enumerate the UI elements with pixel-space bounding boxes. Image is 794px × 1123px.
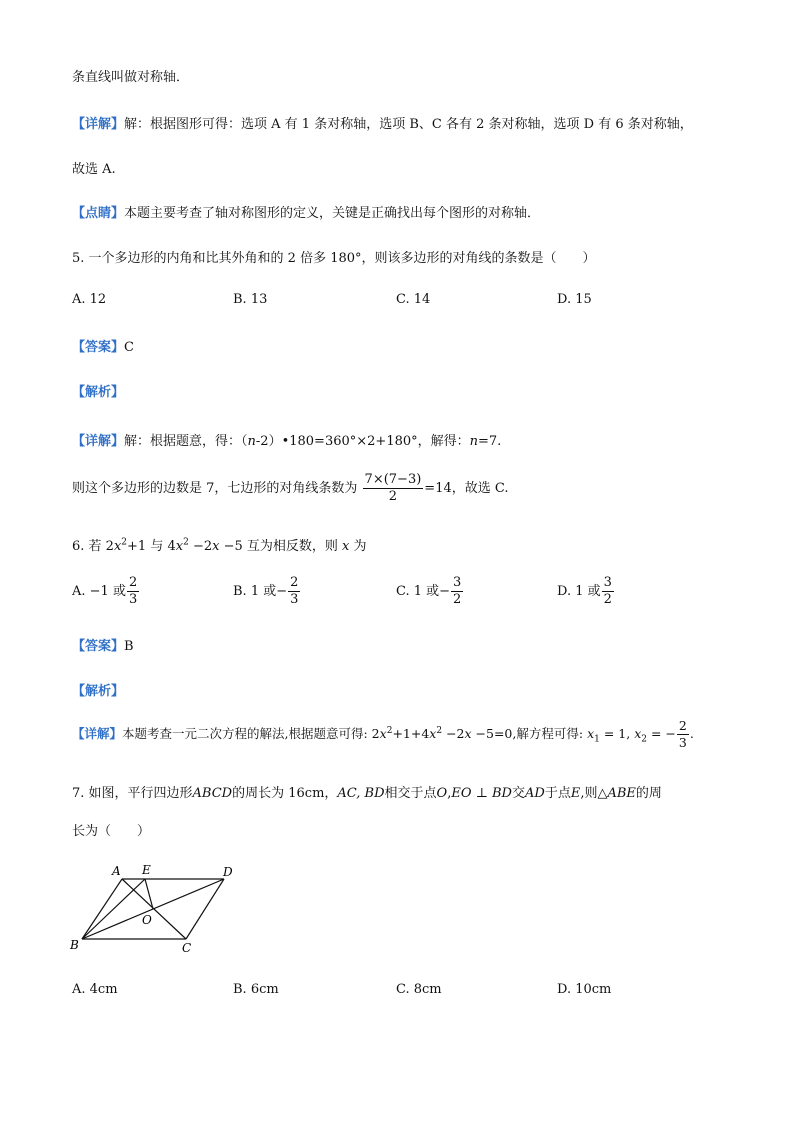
exponent: 2 [183, 537, 189, 548]
math: ABCD [192, 786, 233, 801]
analysis-tag: 【解析】 [72, 684, 125, 699]
var-x: x [587, 726, 595, 741]
text: 的周长为 16cm， [232, 786, 338, 801]
root-1: = 1 [603, 726, 627, 741]
text: 本题主要考查了轴对称图形的定义，关键是正确找出每个图形的对称轴． [124, 206, 541, 221]
text: 的周 [635, 786, 662, 801]
label-a: A [112, 864, 121, 878]
numerator: 7×(7−3) [364, 472, 422, 487]
q5-detail-1 [72, 430, 501, 449]
paragraph-choice-q4 [72, 158, 116, 177]
root-2: = − [650, 726, 676, 741]
math: O [436, 786, 448, 801]
denominator: 3 [678, 735, 687, 750]
var-x: x [429, 726, 437, 741]
q6-option-a [72, 575, 140, 608]
var-x: x [212, 539, 220, 554]
answer-tag: 【答案】 [72, 639, 125, 654]
text: =7. [478, 434, 502, 449]
text: −5=0,解方程可得: [471, 726, 588, 741]
question-6-stem [72, 535, 367, 554]
numerator: 3 [453, 575, 462, 590]
denominator: 3 [128, 592, 138, 607]
fraction [451, 575, 463, 608]
text: D. 1 或 [557, 584, 601, 599]
question-7-stem-line2 [72, 820, 150, 839]
text: −2 [442, 726, 465, 741]
paragraph-axis-definition [72, 66, 189, 85]
text: −5 互为相反数，则 [219, 539, 338, 554]
numerator: 2 [290, 575, 299, 590]
q5-option-d: D. 15 [557, 292, 592, 307]
text: 交 [511, 786, 525, 801]
q5-answer [72, 336, 134, 355]
text: −2 [188, 539, 213, 554]
text: ,则△ [580, 786, 608, 801]
math: E [570, 786, 581, 801]
numerator: 2 [678, 718, 687, 733]
q7-option-b: B. 6cm [233, 982, 279, 997]
text: C. 1 或− [396, 584, 451, 599]
question-5-stem [72, 247, 596, 266]
text: 条直线叫做对称轴． [72, 70, 190, 85]
text: 则这个多边形的边数是 7，七边形的对角线条数为 [72, 481, 358, 496]
label-o: O [142, 913, 152, 927]
text: 解：根据题意，得：（ [124, 434, 248, 449]
text: 6. 若 2 [72, 539, 114, 554]
parallelogram-figure [66, 858, 246, 958]
detail-tag: 【详解】 [72, 117, 125, 132]
q7-option-c: C. 8cm [396, 982, 442, 997]
var-n: n [247, 434, 256, 449]
fraction [677, 718, 689, 751]
question-7-stem [72, 782, 662, 801]
var-x: x [634, 726, 642, 741]
exponent: 2 [121, 537, 128, 548]
q5-option-b: B. 13 [233, 292, 268, 307]
answer-value: C [124, 340, 134, 355]
fraction [127, 575, 139, 608]
math: ABE [607, 786, 636, 801]
denominator: 3 [290, 592, 299, 607]
text: =14，故选 C. [424, 481, 509, 496]
q7-option-d: D. 10cm [557, 982, 612, 997]
numerator: 2 [128, 575, 138, 590]
q7-option-a: A. 4cm [72, 982, 118, 997]
detail-tag: 【详解】 [72, 434, 125, 449]
text: A. −1 或 [72, 584, 126, 599]
var-x: x [175, 539, 184, 554]
fraction [363, 472, 424, 505]
segment-be [82, 879, 145, 939]
detail-tag: 【详解】 [72, 726, 123, 741]
analysis-tag: 【解析】 [72, 385, 125, 400]
text: 为 [353, 539, 367, 554]
paragraph-detail-q4 [72, 113, 693, 132]
q6-option-c [396, 575, 464, 608]
text: -2）•180=360°×2+180°，解得： [255, 434, 470, 449]
numerator: 3 [603, 575, 612, 590]
answer-value: B [124, 639, 134, 654]
text: +1 与 4 [127, 539, 176, 554]
subscript: 2 [641, 734, 647, 745]
text: 本题考查一元二次方程的解法,根据题意可得: 2 [122, 726, 380, 741]
denominator: 2 [453, 592, 462, 607]
var-x: x [379, 726, 387, 741]
var-x: x [342, 539, 350, 554]
math: AC, BD [337, 786, 385, 801]
q6-answer [72, 635, 134, 654]
q5-analysis [72, 381, 124, 400]
var-n: n [469, 434, 479, 449]
text: 相交于点 [384, 786, 437, 801]
denominator: 2 [388, 489, 398, 504]
q6-option-b [233, 575, 301, 608]
text: B. 1 或− [233, 584, 288, 599]
paragraph-comment-q4 [72, 202, 540, 221]
math: AD [525, 786, 545, 801]
var-x: x [113, 539, 122, 554]
q6-option-d [557, 575, 615, 608]
fraction [602, 575, 614, 608]
subscript: 1 [594, 734, 600, 745]
q5-option-c: C. 14 [396, 292, 431, 307]
exponent: 2 [386, 725, 393, 736]
comment-tag: 【点睛】 [72, 206, 125, 221]
text: 5. 一个多边形的内角和比其外角和的 2 倍多 180°，则该多边形的对角线的条数是（ ） [72, 251, 596, 266]
text: 解：根据图形可得：选项 A 有 1 条对称轴，选项 B、C 各有 2 条对称轴，选项 D 有 6 条对称轴， [124, 117, 693, 132]
math: EO ⊥ BD [451, 786, 512, 801]
label-c: C [182, 941, 192, 955]
answer-tag: 【答案】 [72, 340, 125, 355]
q5-option-a: A. 12 [72, 292, 107, 307]
q6-detail: 【详解】本题考查一元二次方程的解法,根据题意可得: $2x^2+1+4x^2 -2x -5=0$,解方程可得: $x_1 = 1$, $x_2$ = − $\frac{2}{3}$ . [72, 718, 694, 750]
label-b: B [70, 938, 79, 952]
text: 故选 A. [72, 162, 116, 177]
q5-detail-2 [72, 472, 508, 505]
label-d: D [223, 865, 233, 879]
text: 长为（ ） [72, 824, 151, 839]
text: 7. 如图，平行四边形 [72, 786, 193, 801]
label-e: E [142, 863, 151, 877]
denominator: 2 [603, 592, 612, 607]
exponent: 2 [436, 725, 443, 736]
text: 于点 [544, 786, 571, 801]
q6-analysis [72, 680, 124, 699]
text: , [447, 786, 452, 801]
fraction [288, 575, 300, 608]
text: +1+4 [392, 726, 430, 741]
var-x: x [464, 726, 472, 741]
side-cd [186, 879, 224, 939]
